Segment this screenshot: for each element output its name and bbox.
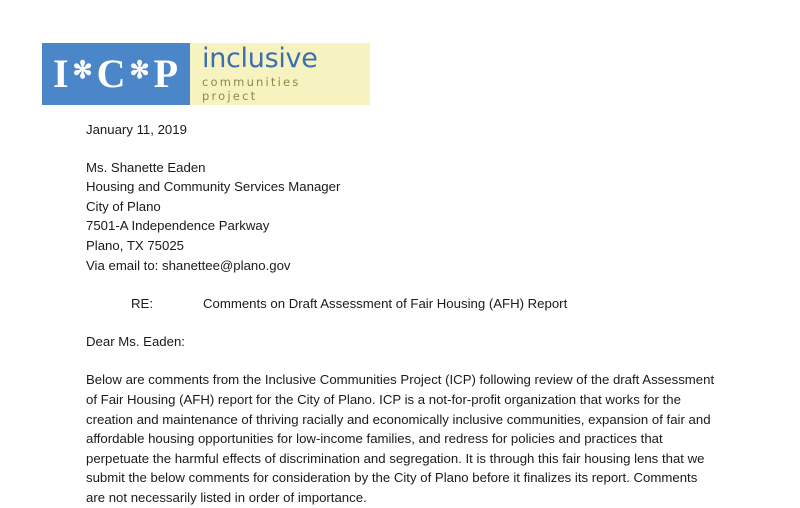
recipient-city-state-zip: Plano, TX 75025 <box>86 237 185 253</box>
organization-logo <box>42 43 370 105</box>
letter-date: January 11, 2019 <box>86 122 187 137</box>
body-paragraph: Below are comments from the Inclusive Communities Project (ICP) following review of the draft Assessment of Fair Housing (AFH) report for the City of Plano. ICP is a not-for-profit organization that works for the creation and maintenance of thriving racially and economically inclusive communities, expansion of fair and affordable housing opportunities for low-income families, and redress for policies and practices that perpetuate the harmful effects of discrimination and segregation. It is through this fair housing lens that we submit the below comments for consideration by the City of Plano before it finalizes its report. Comments are not necessarily listed in order of importance. <box>86 372 715 505</box>
logo-name-block <box>190 43 370 105</box>
recipient-street: 7501-A Independence Parkway <box>86 218 270 234</box>
subject-text: Comments on Draft Assessment of Fair Housing (AFH) Report <box>203 296 568 312</box>
star-icon: ✻ <box>129 58 151 84</box>
logo-word-communities-project: communities project <box>202 75 301 104</box>
recipient-address <box>86 158 716 276</box>
star-icon: ✻ <box>72 58 94 84</box>
recipient-title: Housing and Community Services Manager <box>86 179 341 195</box>
logo-icp-text <box>52 51 180 96</box>
salutation: Dear Ms. Eaden: <box>86 333 185 349</box>
letter-body <box>86 120 716 508</box>
subject-label: RE: <box>131 296 153 312</box>
logo-letter-p: P <box>153 51 180 96</box>
logo-letter-c: C <box>96 51 127 96</box>
subject-line <box>131 294 716 314</box>
recipient-email-line: Via email to: shanettee@plano.gov <box>86 257 291 273</box>
logo-icp-block <box>42 43 190 105</box>
recipient-name: Ms. Shanette Eaden <box>86 159 206 175</box>
recipient-organization: City of Plano <box>86 198 161 214</box>
logo-word-inclusive: inclusive <box>202 42 318 74</box>
logo-letter-i: I <box>52 51 70 96</box>
